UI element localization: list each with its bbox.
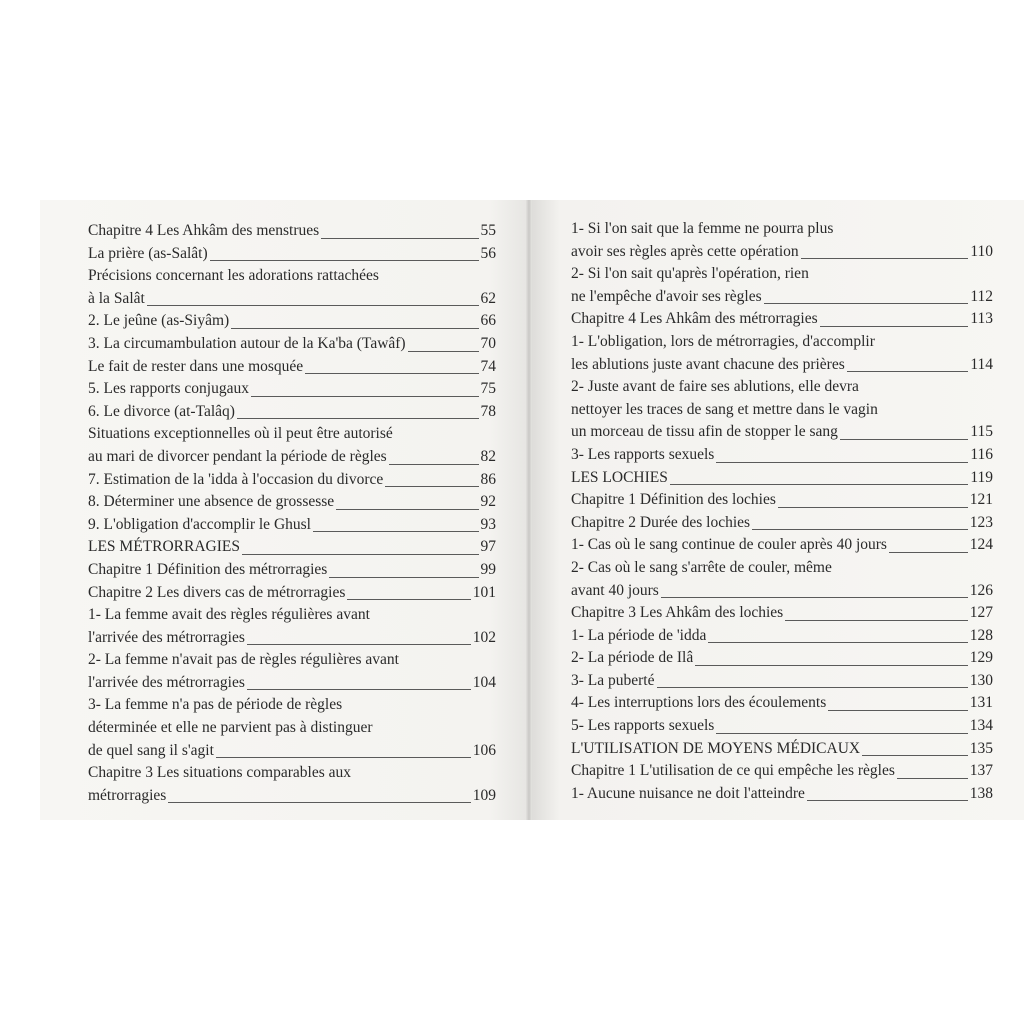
toc-entry-page-number: 99 (480, 560, 496, 578)
leader-line (695, 665, 968, 666)
leader-line (329, 577, 478, 578)
toc-entry (571, 331, 993, 354)
toc-entry-title: L'UTILISATION DE MOYENS MÉDICAUX (571, 739, 861, 757)
toc-entry-page-number: 128 (969, 626, 993, 644)
leader-line (807, 800, 968, 801)
toc-entry-title: 3- Les rapports sexuels (571, 445, 715, 463)
leader-line (147, 305, 479, 306)
toc-entry (88, 582, 496, 605)
toc-entry-page-number: 129 (969, 649, 993, 667)
leader-line (321, 238, 478, 239)
toc-entry-title: Chapitre 2 Durée des lochies (571, 513, 751, 531)
toc-entry (88, 310, 496, 333)
toc-entry (571, 580, 993, 603)
toc-entry-page-number: 56 (480, 244, 496, 262)
toc-entry (571, 354, 993, 377)
toc-entry (571, 512, 993, 535)
toc-entry-title: avant 40 jours (571, 581, 659, 599)
toc-entry-page-number: 101 (472, 583, 496, 601)
toc-entry-page-number: 134 (969, 717, 993, 735)
toc-entry (88, 220, 496, 243)
book-gutter (526, 200, 532, 820)
leader-line (897, 778, 968, 779)
toc-entry-title: Chapitre 3 Les situations comparables aux (88, 764, 352, 782)
toc-entry (571, 467, 993, 490)
toc-entry (571, 241, 993, 264)
toc-entry-title: 2- Cas où le sang s'arrête de couler, même (571, 558, 832, 576)
toc-entry-title: l'arrivée des métrorragies (88, 673, 245, 691)
toc-entry-title: LES LOCHIES (571, 468, 668, 486)
leader-line (820, 326, 969, 327)
toc-entry (571, 534, 993, 557)
toc-entry (571, 444, 993, 467)
toc-entry-page-number: 114 (970, 355, 993, 373)
toc-entry-page-number: 138 (969, 784, 993, 802)
toc-entry (88, 333, 496, 356)
toc-entry-page-number: 55 (480, 222, 496, 239)
toc-entry-page-number: 102 (472, 628, 496, 646)
toc-entry-title: Chapitre 1 Définition des métrorragies (88, 560, 328, 578)
toc-entry (571, 625, 993, 648)
toc-entry (88, 288, 496, 311)
leader-line (752, 529, 968, 530)
toc-entry-page-number: 115 (970, 423, 993, 441)
toc-entry-title: La prière (as-Salât) (88, 244, 208, 262)
toc-entry-page-number: 92 (480, 493, 496, 511)
toc-entry (571, 263, 993, 286)
toc-entry-title: Situations exceptionnelles où il peut être autorisé (88, 425, 393, 443)
leader-line (347, 599, 470, 600)
leader-line (242, 554, 479, 555)
toc-entry-page-number: 110 (970, 242, 993, 260)
toc-entry-page-number: 119 (970, 468, 993, 486)
toc-entry (88, 423, 496, 446)
leader-line (247, 644, 471, 645)
toc-entry (571, 376, 993, 399)
toc-entry-page-number: 135 (969, 739, 993, 757)
toc-entry (88, 785, 496, 808)
toc-entry-page-number: 97 (480, 538, 496, 556)
leader-line (385, 486, 478, 487)
toc-entry-title: 5. Les rapports conjugaux (88, 380, 249, 398)
toc-entry-page-number: 137 (969, 762, 993, 780)
toc-entry (88, 559, 496, 582)
toc-entry (571, 715, 993, 738)
toc-right (571, 218, 993, 805)
toc-entry (88, 491, 496, 514)
toc-entry (571, 308, 993, 331)
toc-entry (88, 514, 496, 537)
toc-entry (571, 399, 993, 422)
toc-entry-page-number: 74 (480, 357, 496, 375)
toc-entry (571, 557, 993, 580)
toc-entry-title: 1- La femme avait des règles régulières avant (88, 606, 370, 624)
leader-line (210, 260, 479, 261)
toc-entry-page-number: 113 (970, 310, 993, 328)
leader-line (336, 509, 478, 510)
toc-entry (88, 469, 496, 492)
leader-line (313, 531, 479, 532)
leader-line (801, 258, 969, 259)
toc-entry-page-number: 104 (472, 673, 496, 691)
toc-entry-title: nettoyer les traces de sang et mettre dans le vagin (571, 400, 878, 418)
leader-line (847, 371, 969, 372)
toc-entry-page-number: 130 (969, 671, 993, 689)
toc-entry (88, 536, 496, 559)
toc-entry (571, 738, 993, 761)
toc-entry-title: 3- La puberté (571, 671, 655, 689)
toc-entry-title: Le fait de rester dans une mosquée (88, 357, 304, 375)
toc-entry-page-number: 109 (472, 786, 496, 804)
toc-left (88, 220, 496, 807)
leader-line (828, 710, 967, 711)
leader-line (661, 597, 968, 598)
toc-entry-page-number: 66 (480, 312, 496, 330)
toc-entry-title: 1- Aucune nuisance ne doit l'atteindre (571, 784, 805, 802)
toc-entry-page-number: 75 (480, 380, 496, 398)
toc-entry-title: Chapitre 3 Les Ahkâm des lochies (571, 604, 784, 622)
leader-line (247, 689, 471, 690)
toc-entry (88, 446, 496, 469)
toc-entry (88, 649, 496, 672)
toc-entry-title: 1- L'obligation, lors de métrorragies, d'accomplir (571, 332, 875, 350)
leader-line (670, 484, 968, 485)
toc-entry-page-number: 70 (480, 334, 496, 352)
toc-entry-title: 2- La période de Ilâ (571, 649, 694, 667)
leader-line (168, 802, 470, 803)
toc-entry-title: 5- Les rapports sexuels (571, 717, 715, 735)
toc-entry-title: 2. Le jeûne (as-Siyâm) (88, 312, 230, 330)
toc-entry (571, 286, 993, 309)
toc-entry-title: 2- Juste avant de faire ses ablutions, elle devra (571, 378, 859, 396)
toc-entry-title: métrorragies (88, 786, 167, 804)
toc-entry-title: Chapitre 1 L'utilisation de ce qui empêche les règles (571, 762, 895, 780)
toc-entry-title: l'arrivée des métrorragies (88, 628, 245, 646)
toc-entry-page-number: 82 (480, 447, 496, 465)
leader-line (231, 328, 478, 329)
toc-entry-title: 3. La circumambulation autour de la Ka'ba (Tawâf) (88, 334, 406, 352)
toc-entry-title: Précisions concernant les adorations rattachées (88, 267, 379, 285)
toc-entry-title: Chapitre 2 Les divers cas de métrorragies (88, 583, 346, 601)
toc-entry-title: 6. Le divorce (at-Talâq) (88, 402, 235, 420)
leader-line (251, 396, 479, 397)
toc-entry (571, 692, 993, 715)
toc-entry-title: déterminée et elle ne parvient pas à distinguer (88, 719, 373, 737)
toc-entry (571, 421, 993, 444)
toc-entry-page-number: 86 (480, 470, 496, 488)
toc-entry (571, 602, 993, 625)
toc-entry-title: à la Salât (88, 289, 145, 307)
toc-entry-title: 4- Les interruptions lors des écoulements (571, 694, 827, 712)
toc-entry-title: 7. Estimation de la 'idda à l'occasion du divorce (88, 470, 384, 488)
toc-entry-title: LES MÉTRORRAGIES (88, 538, 240, 556)
toc-entry-title: Chapitre 4 Les Ahkâm des menstrues (88, 222, 320, 239)
leader-line (840, 439, 968, 440)
toc-entry-page-number: 123 (969, 513, 993, 531)
toc-entry (88, 740, 496, 763)
toc-entry (88, 604, 496, 627)
toc-entry (88, 694, 496, 717)
leader-line (716, 462, 968, 463)
toc-entry (571, 647, 993, 670)
leader-line (764, 303, 969, 304)
toc-entry-title: les ablutions juste avant chacune des prières (571, 355, 845, 373)
leader-line (389, 464, 479, 465)
toc-entry (88, 401, 496, 424)
toc-entry-title: 3- La femme n'a pas de période de règles (88, 696, 343, 714)
leader-line (657, 687, 968, 688)
toc-entry-title: 9. L'obligation d'accomplir le Ghusl (88, 515, 311, 533)
leader-line (216, 757, 471, 758)
toc-entry (571, 218, 993, 241)
leader-line (785, 620, 968, 621)
toc-entry-page-number: 106 (472, 741, 496, 759)
toc-entry-title: Chapitre 1 Définition des lochies (571, 491, 776, 509)
toc-entry-title: de quel sang il s'agit (88, 741, 214, 759)
toc-entry-title: ne l'empêche d'avoir ses règles (571, 287, 762, 305)
leader-line (305, 373, 478, 374)
toc-entry (571, 760, 993, 783)
toc-entry-title: 1- Si l'on sait que la femme ne pourra plus (571, 220, 834, 237)
toc-entry-title: un morceau de tissu afin de stopper le sang (571, 423, 838, 441)
toc-entry-page-number: 62 (480, 289, 496, 307)
leader-line (708, 642, 967, 643)
toc-entry (571, 670, 993, 693)
toc-entry (88, 356, 496, 379)
toc-entry (88, 378, 496, 401)
leader-line (778, 507, 968, 508)
leader-line (889, 552, 968, 553)
toc-entry (88, 672, 496, 695)
toc-entry (88, 717, 496, 740)
toc-entry-page-number: 121 (969, 491, 993, 509)
toc-entry-title: Chapitre 4 Les Ahkâm des métrorragies (571, 310, 818, 328)
leader-line (408, 351, 479, 352)
toc-entry-page-number: 131 (969, 694, 993, 712)
toc-entry (571, 783, 993, 806)
toc-entry-page-number: 112 (970, 287, 993, 305)
toc-entry-title: 1- La période de 'idda (571, 626, 707, 644)
leader-line (862, 755, 968, 756)
toc-entry-title: avoir ses règles après cette opération (571, 242, 799, 260)
toc-entry (88, 243, 496, 266)
toc-entry-page-number: 127 (969, 604, 993, 622)
toc-entry-title: au mari de divorcer pendant la période de règles (88, 447, 387, 465)
leader-line (716, 733, 967, 734)
toc-entry-page-number: 116 (970, 445, 993, 463)
toc-entry-page-number: 78 (480, 402, 496, 420)
leader-line (237, 418, 479, 419)
toc-entry-page-number: 126 (969, 581, 993, 599)
toc-entry-title: 2- La femme n'avait pas de règles régulières avant (88, 651, 399, 669)
toc-entry (88, 627, 496, 650)
toc-entry-title: 1- Cas où le sang continue de couler après 40 jours (571, 536, 887, 554)
toc-entry (88, 762, 496, 785)
toc-entry-page-number: 93 (480, 515, 496, 533)
toc-entry (571, 489, 993, 512)
toc-entry-page-number: 124 (969, 536, 993, 554)
toc-entry-title: 8. Déterminer une absence de grossesse (88, 493, 335, 511)
toc-entry-title: 2- Si l'on sait qu'après l'opération, rien (571, 265, 809, 283)
toc-entry (88, 265, 496, 288)
